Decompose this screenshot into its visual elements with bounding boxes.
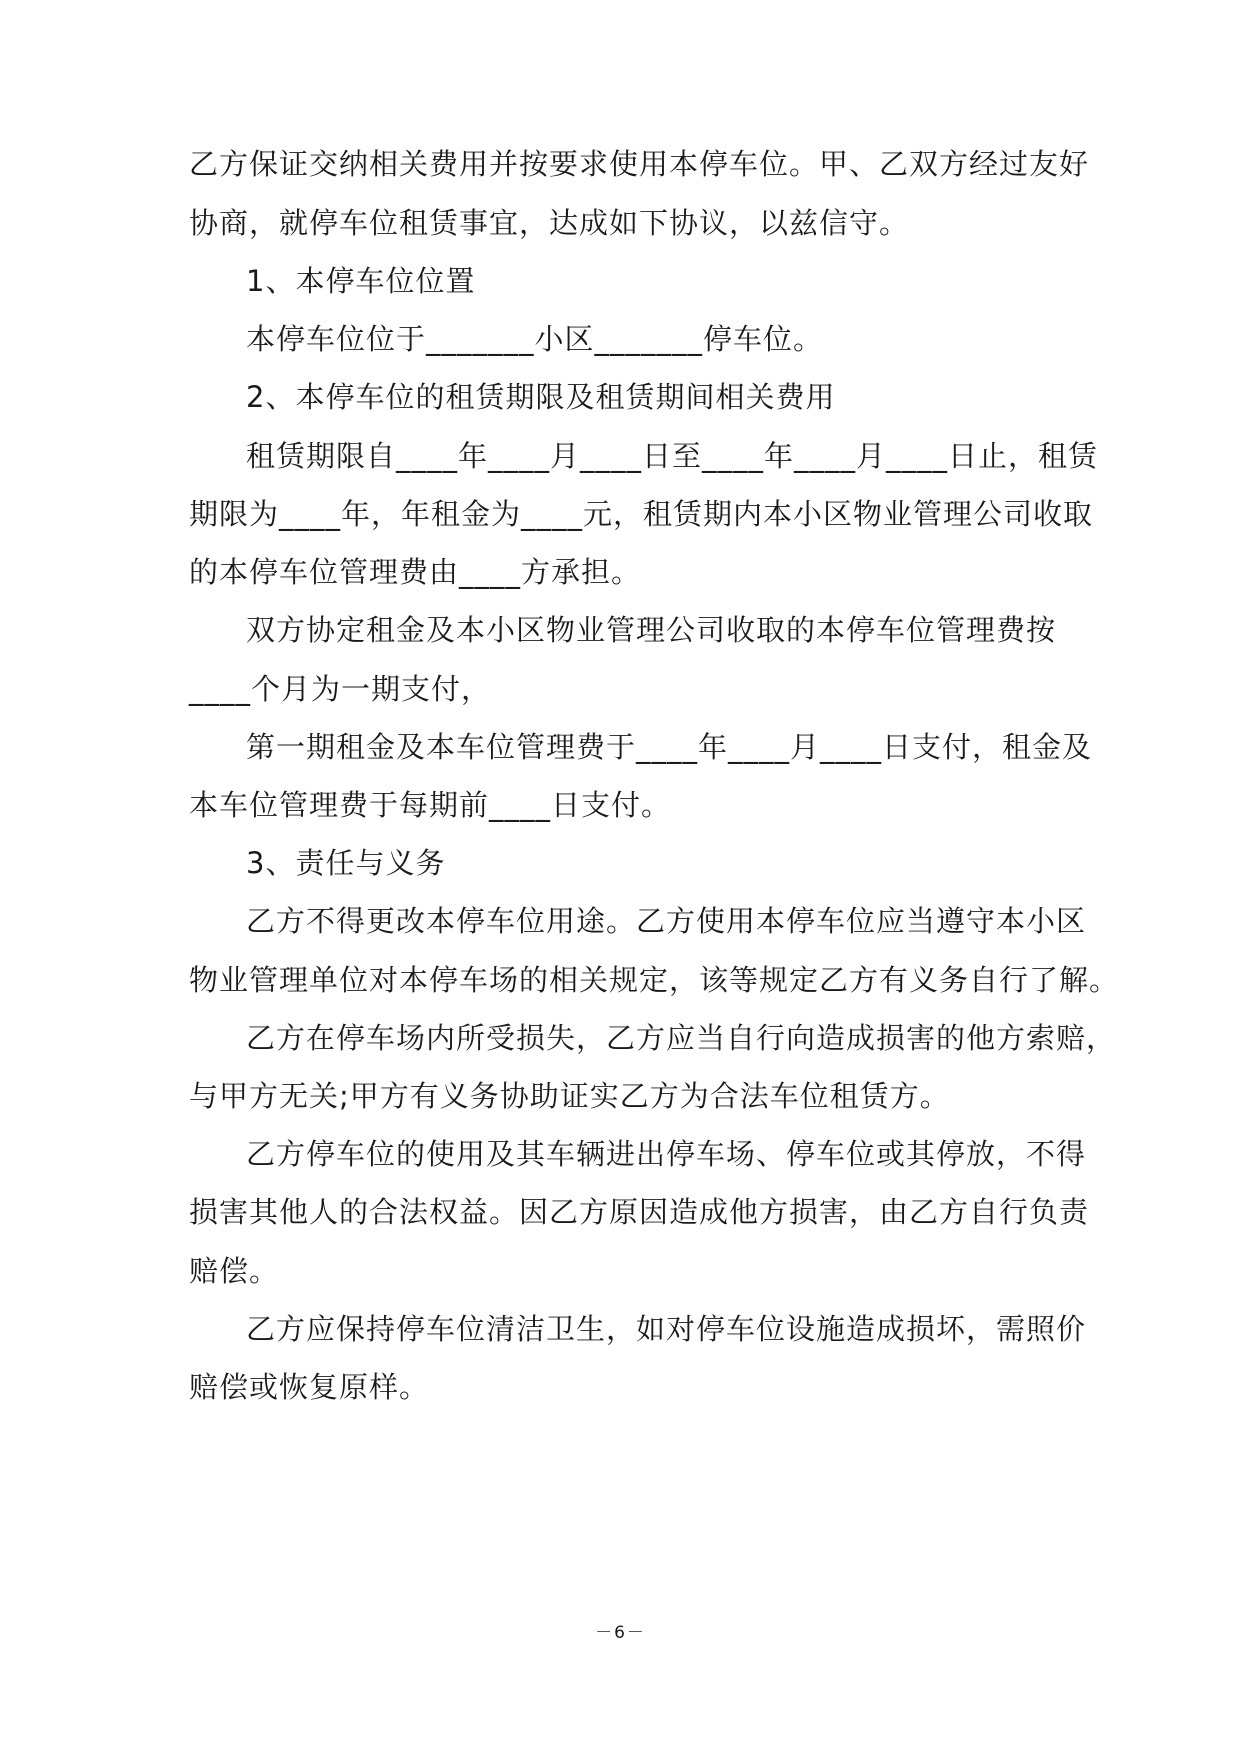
text-line: 双方协定租金及本小区物业管理公司收取的本停车位管理费按 [246,613,1057,647]
text-line: ____个月为一期支付， [189,672,492,706]
section-heading: 2、本停车位的租赁期限及租赁期间相关费用 [246,380,836,414]
text-line: 乙方应保持停车位清洁卫生，如对停车位设施造成损坏，需照价 [246,1312,1087,1346]
text-line: 与甲方无关;甲方有义务协助证实乙方为合法车位租赁方。 [189,1079,950,1113]
text-line: 乙方在停车场内所受损失，乙方应当自行向造成损害的他方索赔， [246,1021,1117,1055]
text-line: 物业管理单位对本停车场的相关规定，该等规定乙方有义务自行了解。 [189,963,1120,997]
section-heading: 3、责任与义务 [246,846,446,880]
text-line: 乙方不得更改本停车位用途。乙方使用本停车位应当遵守本小区 [246,904,1087,938]
text-line: 的本停车位管理费由____方承担。 [189,555,642,589]
text-line: 乙方保证交纳相关费用并按要求使用本停车位。甲、乙双方经过友好 [189,147,1090,181]
text-line: 第一期租金及本车位管理费于____年____月____日支付，租金及 [246,730,1093,764]
text-line: 赔偿。 [189,1254,280,1288]
text-line: 赔偿或恢复原样。 [189,1370,430,1404]
text-line: 协商，就停车位租赁事宜，达成如下协议，以兹信守。 [189,206,910,240]
text-line: 租赁期限自____年____月____日至____年____月____日止，租赁 [246,439,1099,473]
page-number: －6－ [595,1623,646,1643]
text-line: 本停车位位于_______小区_______停车位。 [246,322,824,356]
text-line: 期限为____年，年租金为____元，租赁期内本小区物业管理公司收取 [189,497,1094,531]
text-line: 本车位管理费于每期前____日支付。 [189,788,672,822]
text-line: 损害其他人的合法权益。因乙方原因造成他方损害，由乙方自行负责 [189,1195,1090,1229]
text-line: 乙方停车位的使用及其车辆进出停车场、停车位或其停放，不得 [246,1137,1087,1171]
section-heading: 1、本停车位位置 [246,264,476,298]
